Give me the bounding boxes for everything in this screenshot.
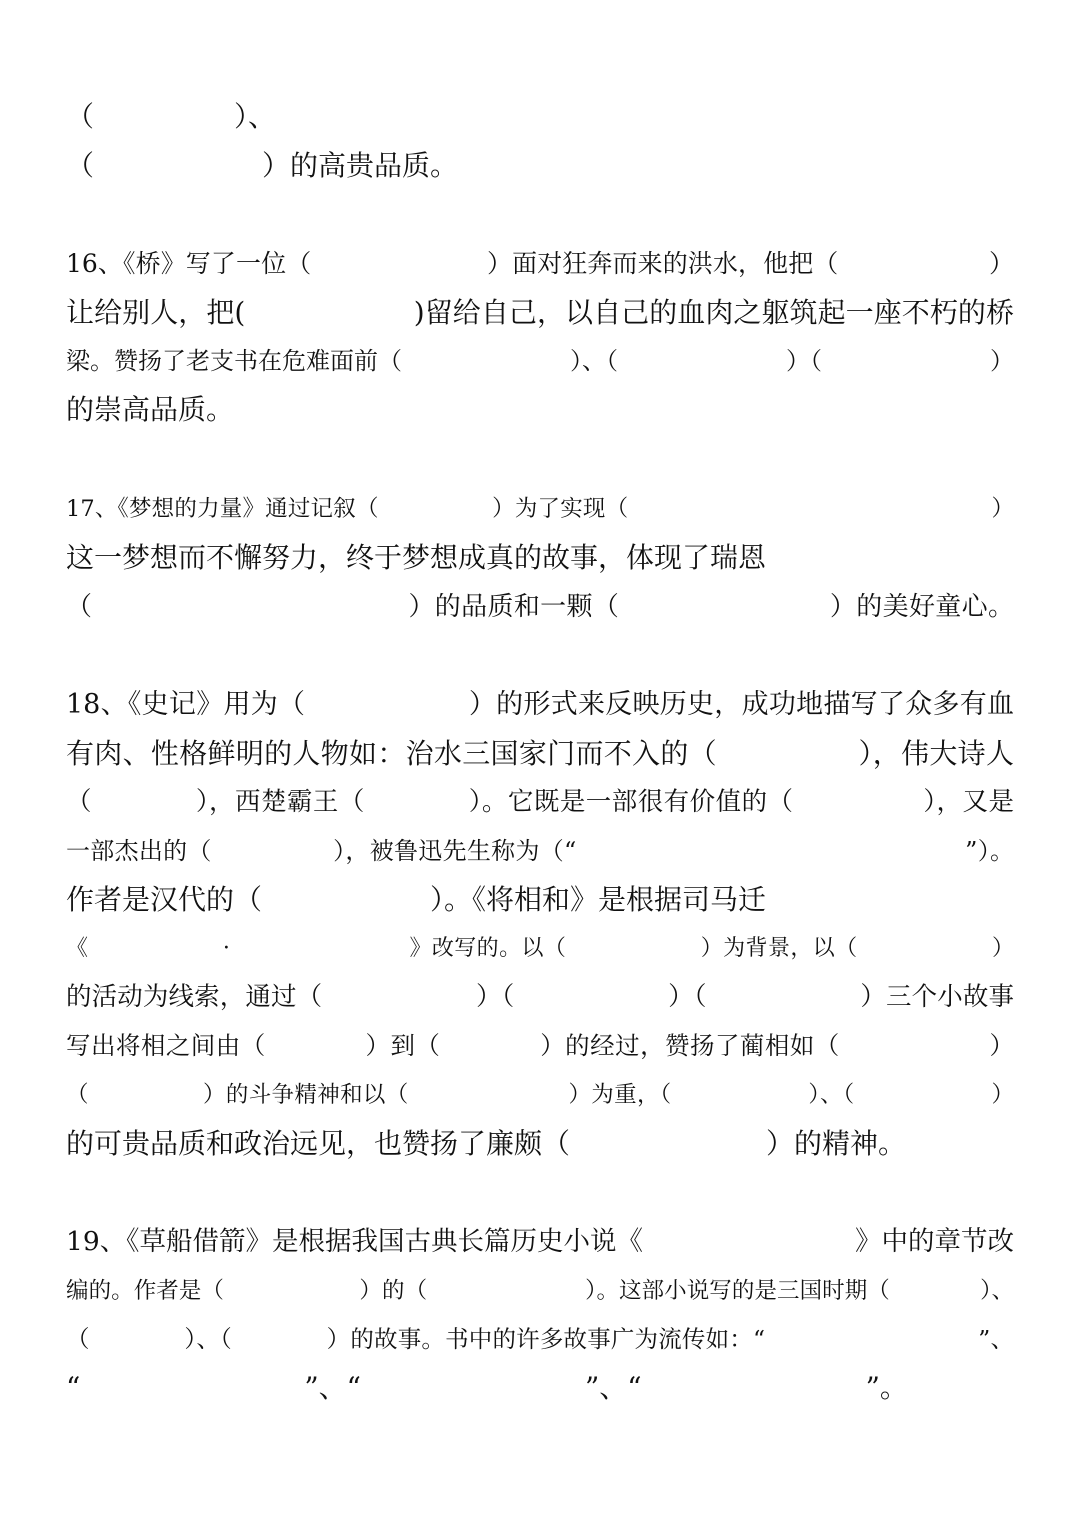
- question-18-line: 的活动为线索，通过（ ）（ ）（ ）三个小故事: [66, 982, 1014, 1012]
- question-18-line: （ ）的斗争精神和以（ ）为重，（ ）、（ ）: [66, 1082, 1014, 1108]
- question-18-line: （ ），西楚霸王（ ）。它既是一部很有价值的（ ），又是: [66, 787, 1014, 817]
- question-18-line: 的可贵品质和政治远见，也赞扬了廉颇（ ）的精神。: [66, 1127, 907, 1160]
- question-19-line: 编的。作者是（ ）的（ ）。这部小说写的是三国时期（ ）、: [66, 1278, 1014, 1304]
- question-19-line: （ ）、（ ）的故事。书中的许多故事广为流传如：“ ”、: [66, 1325, 1014, 1353]
- question-16-line: 16、《桥》写了一位（ ）面对狂奔而来的洪水，他把（ ）: [66, 249, 1014, 278]
- question-18-line: 18、《史记》用为（ ）的形式来反映历史，成功地描写了众多有血: [66, 689, 1014, 720]
- fill-in-line: （ ）、: [66, 100, 277, 133]
- question-18-line: 《 · 》改写的。以（ ）为背景，以（ ）: [66, 936, 1014, 961]
- question-17-line: 这一梦想而不懈努力，终于梦想成真的故事，体现了瑞恩: [66, 541, 767, 574]
- question-16-line: 的崇高品质。: [66, 393, 235, 426]
- question-18-line: 有肉、性格鲜明的人物如：治水三国家门而不入的（ ），伟大诗人: [66, 737, 1014, 770]
- question-18-line: 作者是汉代的（ ）。《将相和》是根据司马迁: [66, 883, 767, 916]
- fill-in-line: （ ）的高贵品质。: [66, 149, 459, 182]
- question-17-line: 17、《梦想的力量》通过记叙（ ）为了实现（ ）: [66, 496, 1014, 522]
- question-16-line: 让给别人，把( )留给自己，以自己的血肉之躯筑起一座不朽的桥: [66, 296, 1014, 329]
- question-18-line: 一部杰出的（ ），被鲁迅先生称为（“ ”）。: [66, 837, 1014, 865]
- question-17-line: （ ）的品质和一颗（ ）的美好童心。: [66, 592, 1014, 622]
- question-16-line: 梁。赞扬了老支书在危难面前（ ）、（ ）（ ）: [66, 347, 1014, 375]
- question-19-line: 19、《草船借箭》是根据我国古典长篇历史小说《 》中的章节改: [66, 1226, 1014, 1257]
- question-19-line: “ ”、“ ”、“ ”。: [66, 1371, 908, 1404]
- question-18-line: 写出将相之间由（ ）到（ ）的经过，赞扬了蔺相如（ ）: [66, 1031, 1014, 1060]
